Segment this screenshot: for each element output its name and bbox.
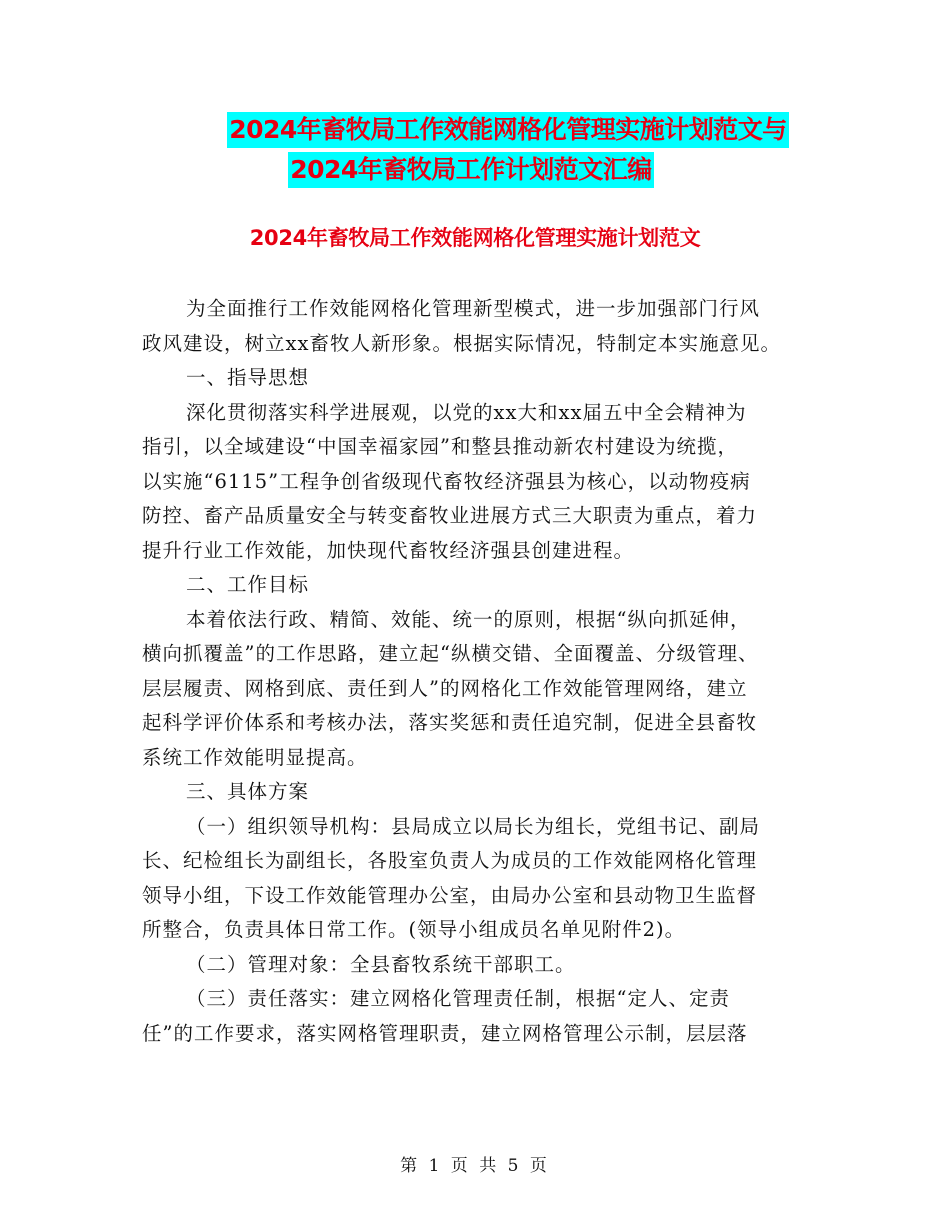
body-line: 任”的工作要求，落实网格管理职责，建立网格管理公示制，层层落 [142, 1021, 748, 1045]
body-text [142, 292, 812, 1051]
body-line: 防控、畜产品质量安全与转变畜牧业进展方式三大职责为重点，着力 [142, 504, 758, 527]
body-line: （一）组织领导机构：县局成立以局长为组长，党组书记、副局 [186, 814, 761, 838]
body-line: 起科学评价体系和考核办法，落实奖惩和责任追究制，促进全县畜牧 [142, 711, 758, 734]
body-line: 领导小组，下设工作效能管理办公室，由局办公室和县动物卫生监督 [142, 883, 758, 907]
body-line: 系统工作效能明显提高。 [142, 745, 368, 769]
body-line: 层层履责、网格到底、责任到人”的网格化工作效能管理网络，建立 [142, 676, 748, 700]
body-line: 提升行业工作效能，加快现代畜牧经济强县创建进程。 [142, 538, 635, 562]
body-line: 二、工作目标 [186, 573, 310, 596]
body-line: 指引，以全域建设“中国幸福家园”和整县推动新农村建设为统揽， [142, 435, 738, 458]
body-line: 政风建设，树立xx畜牧人新形象。根据实际情况，特制定本实施意见。 [142, 331, 781, 355]
page-footer: 第 1 页 共 5 页 [400, 1156, 550, 1176]
body-line: 本着依法行政、精简、效能、统一的原则，根据“纵向抓延伸， [186, 607, 751, 631]
body-line: 深化贯彻落实科学进展观，以党的xx大和xx届五中全会精神为 [186, 400, 747, 424]
body-line: （三）责任落实：建立网格化管理责任制，根据“定人、定责 [186, 987, 730, 1010]
body-line: 三、具体方案 [186, 780, 310, 803]
body-line: 一、指导思想 [186, 366, 310, 389]
title-line-1: 2024年畜牧局工作效能网格化管理实施计划范文与 [227, 112, 789, 148]
document-title [0, 112, 950, 188]
body-line: 长、纪检组长为副组长，各股室负责人为成员的工作效能网格化管理 [142, 849, 758, 872]
title-line-2: 2024年畜牧局工作计划范文汇编 [288, 152, 654, 188]
body-line: 以实施“6115”工程争创省级现代畜牧经济强县为核心，以动物疫病 [142, 469, 751, 493]
body-line: （二）管理对象：全县畜牧系统干部职工。 [186, 952, 576, 976]
body-line: 所整合，负责具体日常工作。(领导小组成员名单见附件2)。 [142, 918, 686, 941]
body-line: 横向抓覆盖”的工作思路，建立起“纵横交错、全面覆盖、分级管理、 [142, 642, 759, 665]
body-line: 为全面推行工作效能网格化管理新型模式，进一步加强部门行风 [186, 297, 761, 320]
section-subtitle: 2024年畜牧局工作效能网格化管理实施计划范文 [249, 226, 701, 250]
